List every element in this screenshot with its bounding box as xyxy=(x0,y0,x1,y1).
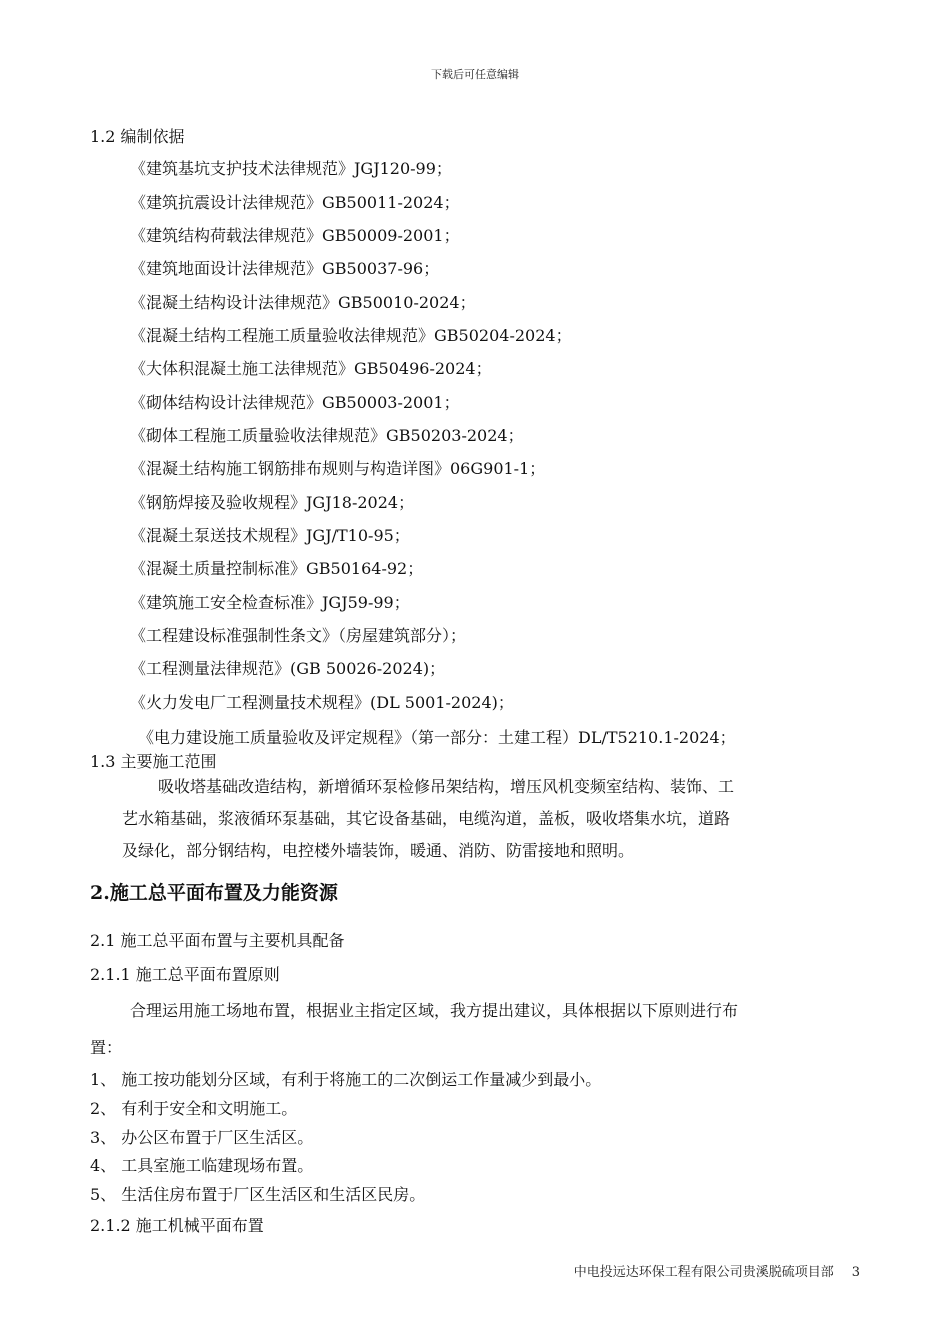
paragraph-line: 置： xyxy=(90,1038,123,1057)
reference-item: 《电力建设施工质量验收及评定规程》（第一部分：土建工程）DL/T5210.1-2024； xyxy=(138,728,736,747)
page-number: 3 xyxy=(851,1265,860,1280)
reference-item: 《混凝土泵送技术规程》JGJ/T10-95； xyxy=(130,526,410,545)
reference-item: 《混凝土质量控制标准》GB50164-92； xyxy=(130,559,424,578)
reference-item: 《建筑地面设计法律规范》GB50037-96； xyxy=(130,259,440,278)
reference-item: 《建筑结构荷载法律规范》GB50009-2001； xyxy=(130,226,460,245)
list-item: 3、 办公区布置于厂区生活区。 xyxy=(90,1128,314,1147)
footer-org: 中电投远达环保工程有限公司贵溪脱硫项目部 xyxy=(573,1265,834,1280)
reference-item: 《大体积混凝土施工法律规范》GB50496-2024； xyxy=(130,359,492,378)
section-1-2-title: 1.2 编制依据 xyxy=(90,127,185,146)
reference-item: 《砌体结构设计法律规范》GB50003-2001； xyxy=(130,393,460,412)
list-item: 2、 有利于安全和文明施工。 xyxy=(90,1099,298,1118)
reference-item: 《混凝土结构设计法律规范》GB50010-2024； xyxy=(130,293,476,312)
reference-item: 《建筑施工安全检查标准》JGJ59-99； xyxy=(130,593,410,612)
reference-item: 《工程测量法律规范》(GB 50026-2024)； xyxy=(130,659,446,678)
reference-item: 《建筑基坑支护技术法律规范》JGJ120-99； xyxy=(130,159,452,178)
page-header: 下载后可任意编辑 xyxy=(431,68,519,81)
page-footer xyxy=(0,1261,860,1280)
paragraph-line: 合理运用施工场地布置，根据业主指定区域，我方提出建议，具体根据以下原则进行布 xyxy=(130,1001,739,1020)
section-1-3-title: 1.3 主要施工范围 xyxy=(90,752,217,771)
paragraph-line: 及绿化，部分钢结构，电控楼外墙装饰，暖通、消防、防雷接地和照明。 xyxy=(122,841,635,860)
reference-item: 《砌体工程施工质量验收法律规范》GB50203-2024； xyxy=(130,426,524,445)
list-item: 1、 施工按功能划分区域，有利于将施工的二次倒运工作量减少到最小。 xyxy=(90,1070,602,1089)
paragraph-line: 吸收塔基础改造结构，新增循环泵检修吊架结构，增压风机变频室结构、装饰、工 xyxy=(158,777,735,796)
list-item: 5、 生活住房布置于厂区生活区和生活区民房。 xyxy=(90,1185,426,1204)
paragraph-line: 艺水箱基础，浆液循环泵基础，其它设备基础，电缆沟道，盖板，吸收塔集水坑，道路 xyxy=(122,809,731,828)
section-2-1-title: 2.1 施工总平面布置与主要机具配备 xyxy=(90,931,345,950)
section-2-1-1-title: 2.1.1 施工总平面布置原则 xyxy=(90,965,280,984)
reference-item: 《混凝土结构工程施工质量验收法律规范》GB50204-2024； xyxy=(130,326,572,345)
reference-item: 《建筑抗震设计法律规范》GB50011-2024； xyxy=(130,193,460,212)
chapter-2-title: 2.施工总平面布置及力能资源 xyxy=(90,882,338,904)
list-item: 4、 工具室施工临建现场布置。 xyxy=(90,1156,314,1175)
reference-item: 《钢筋焊接及验收规程》JGJ18-2024； xyxy=(130,493,415,512)
reference-item: 《混凝土结构施工钢筋排布规则与构造详图》06G901-1； xyxy=(130,459,546,478)
section-2-1-2-title: 2.1.2 施工机械平面布置 xyxy=(90,1216,264,1235)
reference-item: 《火力发电厂工程测量技术规程》(DL 5001-2024)； xyxy=(130,693,514,712)
reference-item: 《工程建设标准强制性条文》（房屋建筑部分）； xyxy=(130,626,467,645)
